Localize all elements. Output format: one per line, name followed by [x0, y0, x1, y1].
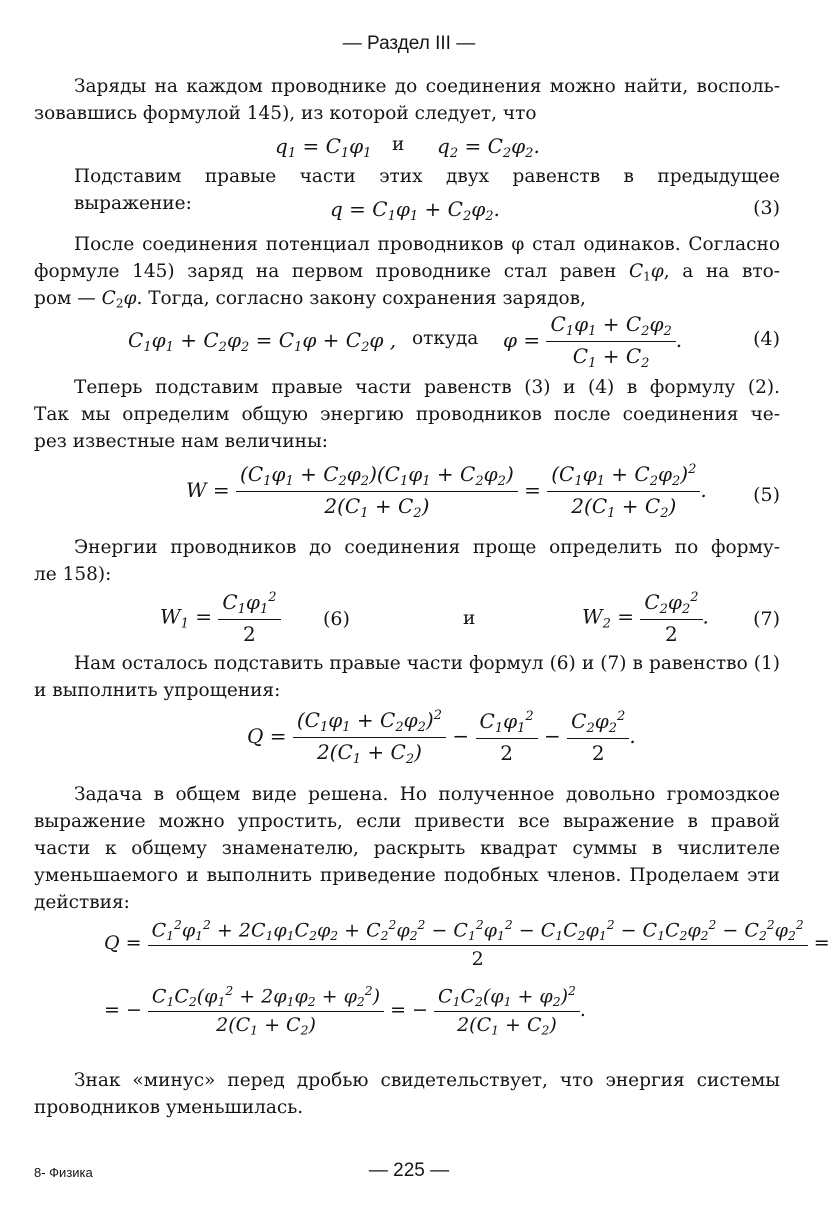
section-header: — Раздел III — — [342, 33, 476, 54]
paragraph-6 — [34, 650, 780, 704]
page-number: — 225 — — [368, 1160, 450, 1181]
formula-and-2: и — [463, 608, 476, 629]
formula-4: $C_1\varphi_1 + C_2\varphi_2 = C_1\varphi + C_2\varphi$ , откуда φ = $\frac{C_1\varphi_1 + C_2\varphi_2}{C_1 + C_2}$ . (4) — [128, 312, 780, 371]
formula-final-2: = − $\frac{C_1C_2(\varphi_1^2 + 2\varphi_1\varphi_2 + \varphi_2^2)}{2(C_1 + C_2)}$ = − $\frac{C_1C_2(\varphi_1 + \varphi_2)^2}{2(C_1 + C_2)}$ . — [104, 984, 586, 1038]
p5-line-1: Энергии проводников до соединения проще определить по форму- — [74, 537, 780, 558]
formula-otkuda: откуда — [412, 328, 479, 349]
p7-line-4: уменьшаемого и выполнить приведение подобных членов. Проделаем эти — [34, 865, 780, 886]
p8-line-1: Знак «минус» перед дробью свидетельствует, что энергия системы — [74, 1070, 780, 1091]
p1-line-2: зовавшись формулой 145), из которой следует, что — [34, 103, 537, 124]
formula-6-7: $W_1$ = $\frac{C_1\varphi_1^2}{2}$ (6) и $W_2$ = $\frac{C_2\varphi_2^2}{2}$ . (7) — [160, 590, 780, 646]
equation-number-4: (4) — [753, 328, 780, 350]
p7-line-2: выражение можно упростить, если привести все выражение в правой — [34, 811, 780, 832]
document-page: — Раздел III — Заряды на каждом проводнике до соединения можно найти, восполь- зовавшись формулой 145), из которой следует, что $q_1 = C_1\varphi_1$ и $q_2 = C_2\varphi_2$. Подставим правые части этих двух равенств в предыдущее выражение: $q = C_1\varphi_1 + C_2\varphi_2$. (3) После соединения потенциал проводников φ стал одинаков. Согласно формуле 145) заряд на первом проводнике стал равен $C_1\varphi$, а на вто- ром — $C_2\varphi$. Тогда, согласно закону сохранения зарядов, $C_1\varphi_1 + C_2\varphi_2 = C_1\varphi + C_2\varphi$ , откуда φ = $\frac{C_1\varphi_1 + C_2\varphi_2}{C_1 + C_2}$ . (4) Теперь подставим правые части равенств (3) и (4) в формулу (2). Так мы определим общую энергию проводников после соединения че- рез известные нам величины: W = $\frac{(C_1\varphi_1 + C_2\varphi_2)(C_1\varphi_1 + C_2\varphi_2)}{2(C_1 + C_2)}$ = $\frac{(C_1\varphi_1 + C_2\varphi_2)^2}{2(C_1 + C_2)}$ . (5) Энергии проводников до соединения проще определить по форму- ле 158): $W_1$ = $\frac{C_1\varphi_1^2}{2}$ (6) и $W_2$ = $\frac{C_2\varphi_2^2}{2}$ . (7) Нам осталось подставить правые части формул (6) и (7) в равенство (1) и выполнить упрощения: Q = $\frac{(C_1\varphi_1 + C_2\varphi_2)^2}{2(C_1 + C_2)}$ − $\frac{C_1\varphi_1^2}{2}$ − $\frac{C_2\varphi_2^2}{2}$ . Задача в общем виде решена. Но полученное довольно громоздкое выражение можно упростить, если привести все выражение в правой части к общему знаменателю, раскрыть квадрат суммы в числителе уменьшаемого и выполнить приведение подобных членов. Проделаем эти действия: Q = $C_1^2\varphi_1^2 + 2C_1\varphi_1C_2\varphi_2 + C_2^2\varphi_2^2 - C_1^2\varphi_1^2 - C_1C_2\varphi_1^2 - C_1C_2\varphi_2^2 - C_2^2\varphi_2^2$ 2 = = − $\frac{C_1C_2(\varphi_1^2 + 2\varphi_1\varphi_2 + \varphi_2^2)}{2(C_1 + C_2)}$ = − $\frac{C_1C_2(\varphi_1 + \varphi_2)^2}{2(C_1 + C_2)}$ . Знак «минус» перед дробью свидетельствует, что энергия системы проводников уменьшилась. 8- Физика — 225 — — [0, 0, 818, 1219]
paragraph-5 — [34, 534, 780, 588]
p7-line-3: части к общему знаменателю, раскрыть квадрат суммы в числителе — [34, 838, 780, 859]
p3-line-2: формуле 145) заряд на первом проводнике стал равен $C_1\varphi$, а на вто- — [34, 261, 780, 284]
paragraph-8 — [34, 1067, 780, 1121]
footer-signature: 8- Физика — [34, 1165, 93, 1180]
equation-number-5: (5) — [753, 484, 780, 506]
p2-line-1: Подставим правые части этих двух равенств в предыдущее выражение: — [74, 166, 780, 214]
formula-q: Q = $\frac{(C_1\varphi_1 + C_2\varphi_2)^2}{2(C_1 + C_2)}$ − $\frac{C_1\varphi_1^2}{2}$ − $\frac{C_2\varphi_2^2}{2}$ . — [247, 708, 636, 767]
p3-line-3: ром — $C_2\varphi$. Тогда, согласно закону сохранения зарядов, — [34, 288, 586, 311]
equation-number-3: (3) — [753, 197, 780, 219]
paragraph-1 — [34, 73, 780, 127]
equation-number-6: (6) — [323, 608, 350, 630]
paragraph-3 — [34, 231, 780, 312]
p6-line-2: и выполнить упрощения: — [34, 680, 281, 701]
formula-final-1: Q = $C_1^2\varphi_1^2 + 2C_1\varphi_1C_2\varphi_2 + C_2^2\varphi_2^2 - C_1^2\varphi_1^2 - C_1C_2\varphi_1^2 - C_1C_2\varphi_2^2 - C_2^2\varphi_2^2$ 2 = — [104, 918, 830, 971]
formula-and-1: и — [392, 134, 405, 155]
p7-line-1: Задача в общем виде решена. Но полученное довольно громоздкое — [74, 784, 780, 805]
formula-5: W = $\frac{(C_1\varphi_1 + C_2\varphi_2)(C_1\varphi_1 + C_2\varphi_2)}{2(C_1 + C_2)}$ = $\frac{(C_1\varphi_1 + C_2\varphi_2)^2}{2(C_1 + C_2)}$ . (5) — [186, 462, 780, 521]
p3-line-1: После соединения потенциал проводников φ стал одинаков. Согласно — [74, 234, 780, 255]
p1-line-1: Заряды на каждом проводнике до соединения можно найти, восполь- — [74, 76, 780, 97]
equation-number-7: (7) — [753, 608, 780, 630]
p4-line-2: Так мы определим общую энергию проводников после соединения че- — [34, 404, 780, 425]
p8-line-2: проводников уменьшилась. — [34, 1097, 304, 1118]
paragraph-4 — [34, 374, 780, 455]
p4-line-3: рез известные нам величины: — [34, 431, 328, 452]
p5-line-2: ле 158): — [34, 564, 112, 585]
p4-line-1: Теперь подставим правые части равенств (3) и (4) в формулу (2). — [74, 377, 780, 398]
paragraph-7 — [34, 781, 780, 916]
p7-line-5: действия: — [34, 892, 130, 913]
paragraph-2 — [34, 163, 780, 214]
p6-line-1: Нам осталось подставить правые части формул (6) и (7) в равенство (1) — [74, 653, 780, 674]
